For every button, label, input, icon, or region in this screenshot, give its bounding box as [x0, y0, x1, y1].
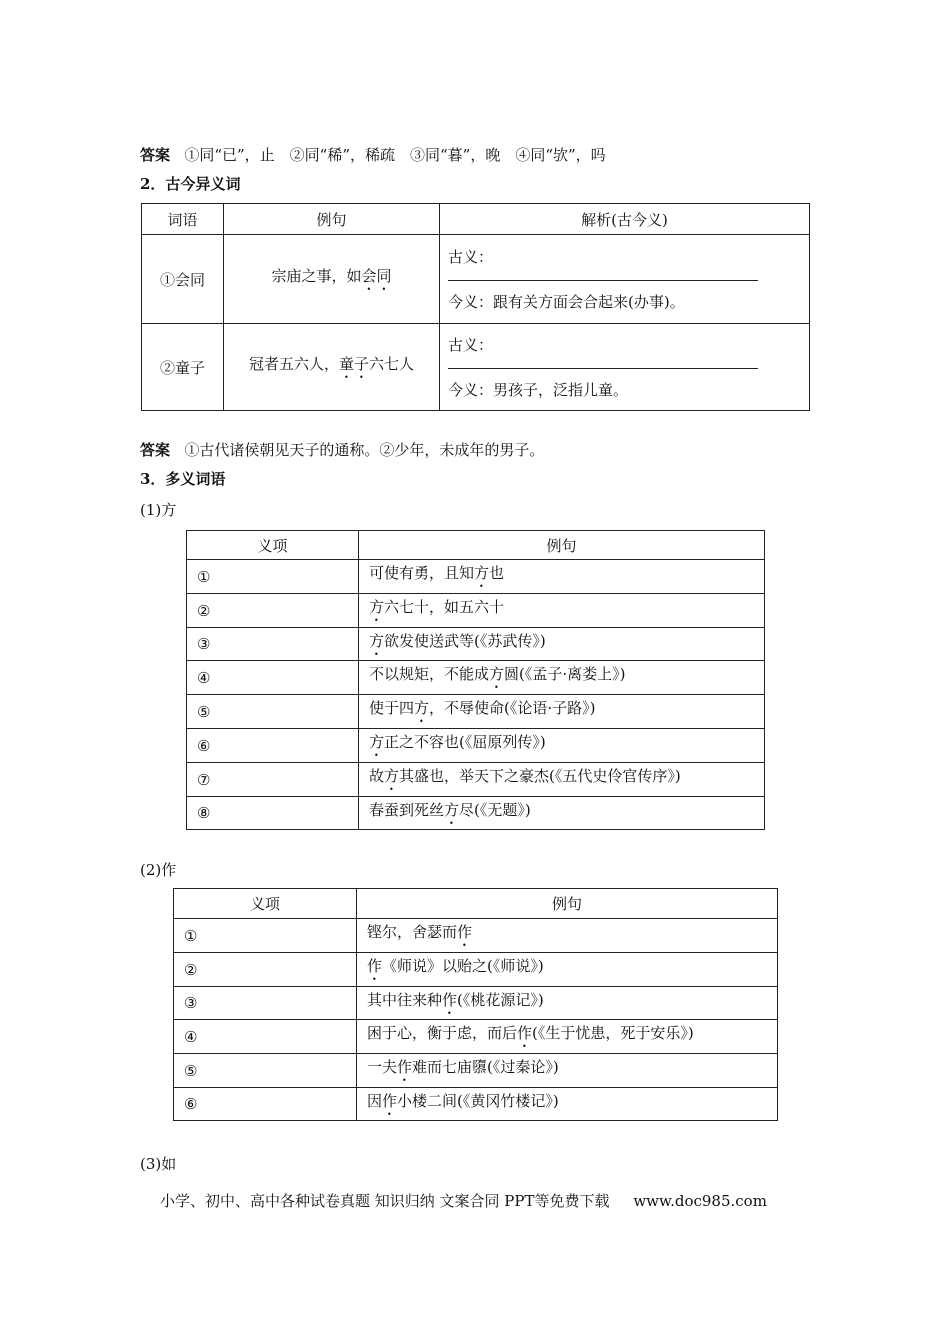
key-word: 方: [369, 733, 385, 751]
header-sentence: 例句: [224, 204, 440, 235]
row-number: ③: [174, 987, 357, 1020]
sentence-text: 宗庙之事，如: [271, 266, 362, 285]
table-header-row: [174, 889, 778, 919]
key-word: 方: [444, 800, 460, 819]
example-cell: 其中往来种作(《桃花源记》): [357, 987, 778, 1020]
explanation-cell: [440, 324, 810, 411]
header-example: 例句: [359, 531, 765, 560]
sentence-cell: [224, 235, 440, 324]
table-row: [174, 1088, 778, 1121]
answer-line-1: [140, 145, 606, 165]
key-word: 方: [489, 665, 505, 683]
answer-text: ①同“已”，止 ②同“稀”，稀疏 ③同“暮”，晚 ④同“欤”，吗: [184, 146, 606, 164]
example-cell: 故方其盛也，举天下之豪杰(《五代史伶官传序》): [359, 763, 765, 797]
table-header-row: [142, 204, 810, 235]
key-word: 作: [442, 990, 458, 1009]
table-row: [187, 594, 765, 628]
key-word: 作: [367, 957, 383, 975]
table-row: [187, 661, 765, 695]
table-row: [174, 1020, 778, 1054]
table-row: [142, 235, 810, 324]
modern-meaning: 今义：跟有关方面会合起来(办事)。: [448, 292, 685, 311]
answer-text: ①古代诸侯朝见天子的通称。②少年，未成年的男子。: [184, 441, 545, 459]
ancient-modern-table: [141, 203, 810, 411]
header-example: 例句: [357, 889, 778, 919]
sentence-cell: [224, 324, 440, 411]
example-cell: 方正之不容也(《屈原列传》): [359, 729, 765, 763]
modern-meaning: 今义：男孩子，泛指儿童。: [448, 380, 629, 399]
fang-table: [186, 530, 765, 830]
key-word: 方: [369, 598, 385, 616]
ancient-label: 古义：: [448, 247, 494, 266]
subsection-title-zuo: (2)作: [140, 861, 177, 879]
table-row: [174, 953, 778, 987]
table-row: [187, 695, 765, 729]
example-cell: 铿尔，舍瑟而作: [357, 919, 778, 953]
row-number: ⑧: [187, 797, 359, 830]
example-cell: 因作小楼二间(《黄冈竹楼记》): [357, 1088, 778, 1121]
word-cell: ②童子: [142, 324, 224, 411]
table-row: [187, 560, 765, 594]
row-number: ②: [174, 953, 357, 987]
example-cell: 作《师说》以贻之(《师说》): [357, 953, 778, 987]
example-cell: 困于心，衡于虑，而后作(《生于忧患，死于安乐》): [357, 1020, 778, 1054]
example-cell: 使于四方，不辱使命(《论语·子路》): [359, 695, 765, 729]
row-number: ①: [187, 560, 359, 594]
explanation-cell: [440, 235, 810, 324]
example-cell: 方欲发使送武等(《苏武传》): [359, 628, 765, 661]
table-row: [142, 324, 810, 411]
zuo-table: [173, 888, 778, 1121]
row-number: ④: [187, 661, 359, 695]
row-number: ⑥: [187, 729, 359, 763]
page-footer: [160, 1190, 767, 1211]
ancient-label: 古义：: [448, 335, 494, 354]
header-explanation: 解析(古今义): [440, 204, 810, 235]
key-word: 作: [382, 1091, 398, 1110]
key-word: 童子: [338, 354, 369, 373]
key-word: 方: [369, 631, 385, 650]
row-number: ②: [187, 594, 359, 628]
key-word: 作: [457, 923, 473, 941]
footer-text: 小学、初中、高中各种试卷真题 知识归纳 文案合同 PPT等免费下载: [160, 1192, 610, 1210]
table-row: [174, 919, 778, 953]
answer-blank: [448, 268, 758, 281]
section-title-ancient-modern: 2．古今异义词: [140, 175, 241, 193]
answer-label: 答案: [140, 441, 171, 459]
key-word: 作: [517, 1024, 533, 1042]
subsection-title-ru: (3)如: [140, 1155, 177, 1173]
table-row: [187, 628, 765, 661]
sentence-text: 六七人: [369, 354, 415, 373]
row-number: ⑤: [174, 1054, 357, 1088]
table-header-row: [187, 531, 765, 560]
key-word: 方: [384, 767, 400, 785]
key-word: 方: [474, 564, 490, 582]
row-number: ③: [187, 628, 359, 661]
table-row: [187, 729, 765, 763]
header-meaning: 义项: [187, 531, 359, 560]
example-cell: 春蚕到死丝方尽(《无题》): [359, 797, 765, 830]
table-row: [174, 1054, 778, 1088]
key-word: 方: [414, 699, 430, 717]
footer-site: www.doc985.com: [633, 1192, 767, 1210]
header-word: 词语: [142, 204, 224, 235]
key-word: 会同: [361, 266, 392, 285]
row-number: ⑥: [174, 1088, 357, 1121]
row-number: ①: [174, 919, 357, 953]
row-number: ⑤: [187, 695, 359, 729]
example-cell: 方六七十，如五六十: [359, 594, 765, 628]
row-number: ④: [174, 1020, 357, 1054]
example-cell: 不以规矩，不能成方圆(《孟子·离娄上》): [359, 661, 765, 695]
subsection-title-fang: (1)方: [140, 501, 177, 519]
example-cell: 可使有勇，且知方也: [359, 560, 765, 594]
table-row: [187, 797, 765, 830]
answer-label: 答案: [140, 146, 171, 164]
sentence-text: 冠者五六人，: [248, 354, 339, 373]
row-number: ⑦: [187, 763, 359, 797]
table-row: [187, 763, 765, 797]
key-word: 作: [397, 1058, 413, 1076]
header-meaning: 义项: [174, 889, 357, 919]
section-title-polysemy: 3．多义词语: [140, 470, 226, 488]
answer-blank: [448, 356, 758, 369]
example-cell: 一夫作难而七庙隳(《过秦论》): [357, 1054, 778, 1088]
table-row: [174, 987, 778, 1020]
answer-line-2: [140, 440, 544, 460]
word-cell: ①会同: [142, 235, 224, 324]
